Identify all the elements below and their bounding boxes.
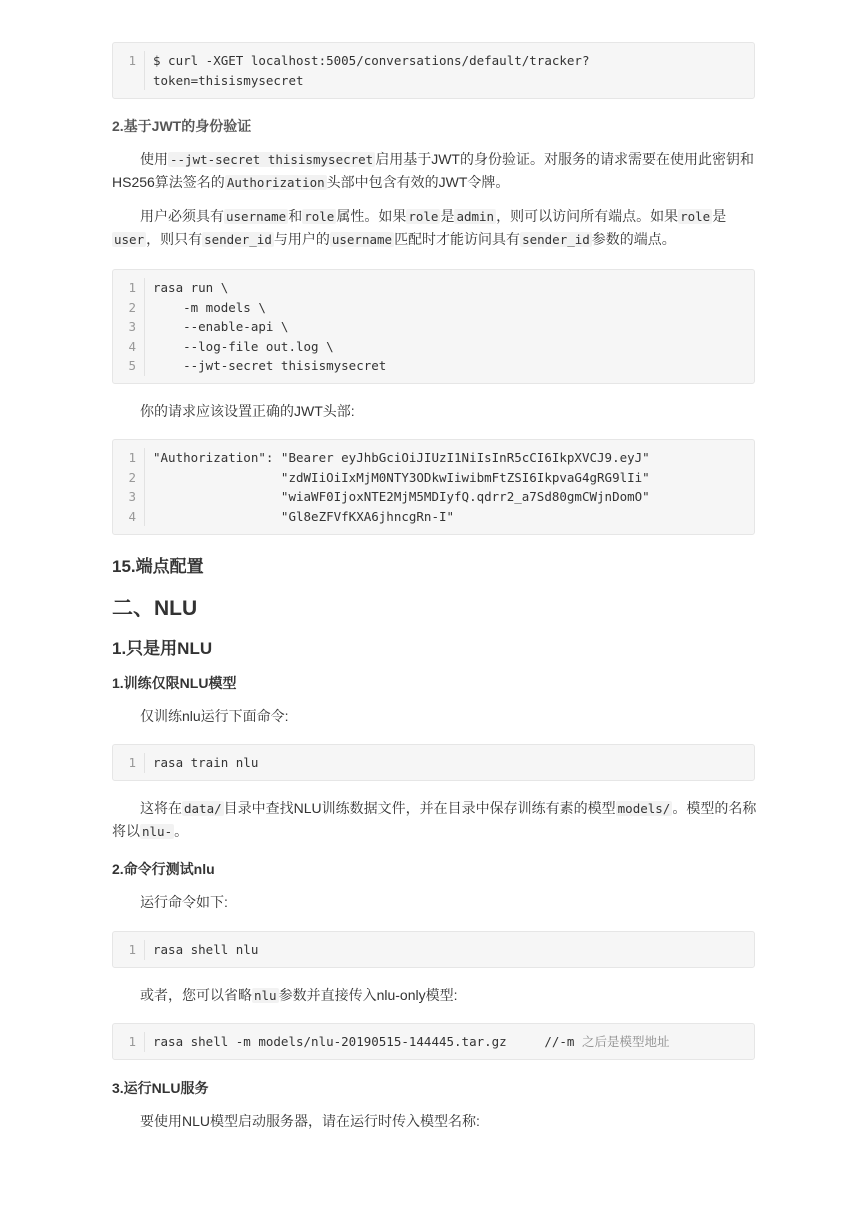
paragraph-jwt-intro <box>112 148 757 194</box>
heading-serve-nlu: 3.运行NLU服务 <box>112 1080 209 1096</box>
inline-code: nlu- <box>142 824 173 839</box>
line-number <box>113 71 145 91</box>
code-text <box>145 1032 669 1052</box>
code-command: rasa shell -m models/nlu-20190515-144445.tar.gz //-m <box>153 1034 582 1049</box>
inline-code: Authorization <box>226 175 325 190</box>
code-text: $ curl -XGET localhost:5005/conversations/default/tracker? <box>153 53 590 68</box>
text: 这将在 <box>140 800 182 816</box>
inline-code: user <box>114 232 145 247</box>
line-number: 4 <box>113 507 145 527</box>
inline-code: nlu <box>254 988 277 1003</box>
inline-code: role <box>680 209 711 224</box>
inline-code: --jwt-secret thisismysecret <box>170 152 374 167</box>
line-number: 1 <box>113 51 145 71</box>
code-text: -m models \ <box>153 299 266 315</box>
code-text: token=thisismysecret <box>153 72 304 88</box>
text: 匹配时才能访问具有 <box>394 231 521 247</box>
text: 使用 <box>140 151 168 167</box>
line-number: 1 <box>113 448 145 468</box>
code-line <box>113 71 754 91</box>
text: 与用户的 <box>273 231 330 247</box>
code-text: "Gl8eZFVfKXA6jhncgRn-I" <box>153 508 455 524</box>
paragraph-shell: 运行命令如下: <box>140 894 228 910</box>
inline-code: role <box>408 209 439 224</box>
code-line <box>113 337 754 357</box>
line-number: 2 <box>113 298 145 318</box>
line-number: 1 <box>113 1032 145 1052</box>
text: 目录中查找NLU训练数据文件，并在目录中保存训练有素的模型 <box>223 800 616 816</box>
code-text: "wiaWF0IjoxNTE2MjM5MDIyfQ.qdrr2_a7Sd80gmCWjnDomO" <box>153 489 650 504</box>
heading-only-nlu: 1.只是用NLU <box>112 639 213 658</box>
code-text: --log-file out.log \ <box>153 338 334 354</box>
text: 参数并直接传入nlu-only模型: <box>278 987 458 1003</box>
text: 参数的端点。 <box>591 231 676 247</box>
text: ，则只有 <box>146 231 203 247</box>
code-line <box>113 753 754 773</box>
line-number: 1 <box>113 940 145 960</box>
code-text: rasa shell nlu <box>153 942 259 957</box>
text: ，则可以访问所有端点。如果 <box>496 208 679 224</box>
inline-code: admin <box>456 209 495 224</box>
code-block-curl <box>112 42 755 99</box>
paragraph-serve: 要使用NLU模型启动服务器，请在运行时传入模型名称: <box>140 1113 480 1129</box>
code-text: --enable-api \ <box>153 319 289 334</box>
inline-code: sender_id <box>522 232 590 247</box>
paragraph-data-dir <box>112 797 757 843</box>
paragraph-alternative <box>112 984 757 1007</box>
code-block-train <box>112 744 755 781</box>
code-text: --jwt-secret thisismysecret <box>153 358 387 373</box>
paragraph-header-note: 你的请求应该设置正确的JWT头部: <box>140 403 355 419</box>
text: 是 <box>440 208 455 224</box>
line-number: 1 <box>113 753 145 773</box>
line-number: 2 <box>113 468 145 488</box>
inline-code: role <box>304 209 335 224</box>
text: 头部中包含有效的JWT令牌。 <box>326 174 510 190</box>
code-block-shell <box>112 931 755 968</box>
code-line <box>113 317 754 337</box>
code-line <box>113 468 754 488</box>
text: 是 <box>712 208 727 224</box>
heading-jwt-auth: 2.基于JWT的身份验证 <box>112 118 252 134</box>
code-line <box>113 298 754 318</box>
line-number: 4 <box>113 337 145 357</box>
code-text: "Authorization": "Bearer eyJhbGciOiJIUzI1NiIsInR5cCI6IkpXVCJ9.eyJ" <box>153 450 650 465</box>
text: 启用基于JWT的身份验证。对服务的请求需要在使用此密钥和HS256算法签名的 <box>112 151 754 190</box>
code-line <box>113 487 754 507</box>
code-text: "zdWIiOiIxMjM0NTY3ODkwIiwibmFtZSI6IkpvaG4gRG9lIi" <box>153 469 650 485</box>
text: 用户必须具有 <box>140 208 224 224</box>
heading-endpoint-config: 15.端点配置 <box>112 557 204 576</box>
code-line <box>113 51 754 71</box>
text: 和 <box>288 208 303 224</box>
text: 或者，您可以省略 <box>140 987 252 1003</box>
code-line <box>113 448 754 468</box>
code-block-shell-model <box>112 1023 755 1060</box>
inline-code: data/ <box>184 801 222 816</box>
code-line <box>113 1032 754 1052</box>
heading-nlu-section: 二、NLU <box>112 597 198 620</box>
text: 。 <box>174 823 189 839</box>
code-line <box>113 940 754 960</box>
code-line <box>113 507 754 527</box>
code-block-authorization <box>112 439 755 535</box>
inline-code: username <box>331 232 393 247</box>
text: 。模型的名称将以 <box>112 800 757 839</box>
code-text: rasa run \ <box>153 280 229 295</box>
inline-code: sender_id <box>204 232 272 247</box>
code-block-rasa-run <box>112 269 755 384</box>
line-number: 1 <box>113 278 145 298</box>
line-number: 3 <box>113 487 145 507</box>
code-line <box>113 278 754 298</box>
heading-train-nlu: 1.训练仅限NLU模型 <box>112 675 237 691</box>
inline-code: models/ <box>617 801 671 816</box>
line-number: 5 <box>113 356 145 376</box>
text: 属性。如果 <box>336 208 407 224</box>
line-number: 3 <box>113 317 145 337</box>
code-line <box>113 356 754 376</box>
paragraph-jwt-roles <box>112 205 757 251</box>
code-text: rasa train nlu <box>153 755 259 770</box>
paragraph-train: 仅训练nlu运行下面命令: <box>140 708 289 724</box>
heading-shell-nlu: 2.命令行测试nlu <box>112 861 215 877</box>
inline-code: username <box>226 209 287 224</box>
code-comment: 之后是模型地址 <box>581 1034 670 1049</box>
